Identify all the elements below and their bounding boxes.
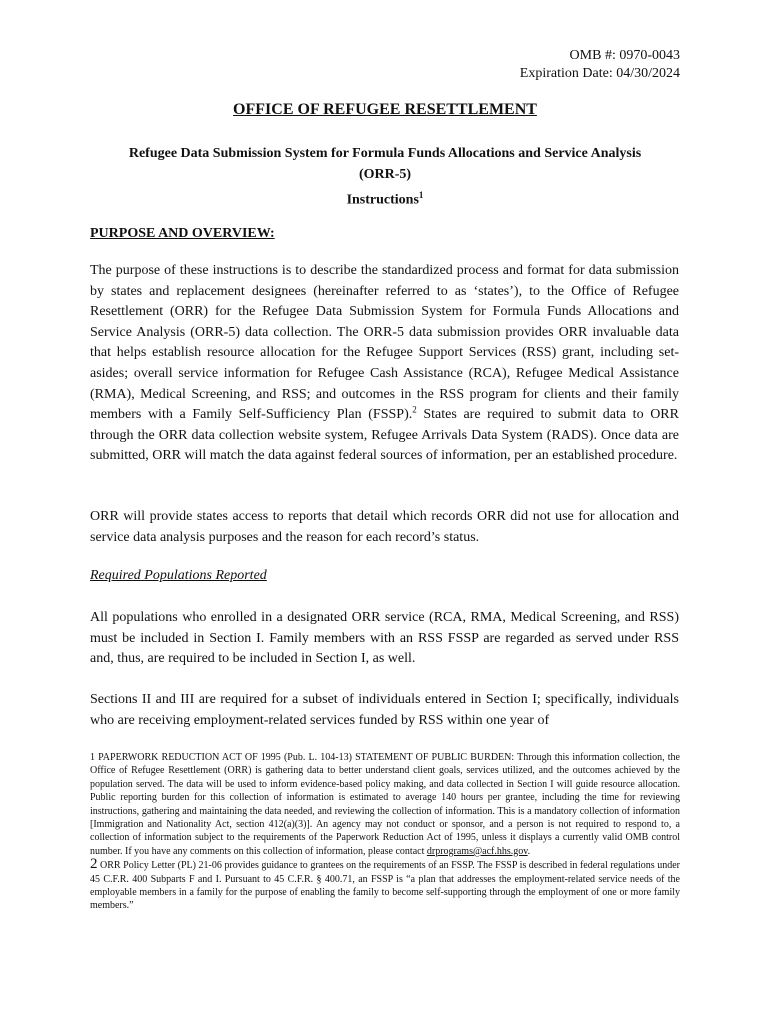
footnote-1-number: 1 [90,752,95,763]
required-populations-heading: Required Populations Reported [90,568,267,583]
purpose-heading: PURPOSE AND OVERVIEW: [90,226,275,241]
purpose-text-2: States are required to submit data to ORR through the ORR data collection website system, Refugee Arrivals Data System (RADS). Once data are submitted, ORR will match the data against federal sources of information, per an established procedure. [90,407,679,464]
subtitle-line-2: (ORR-5) [358,167,412,182]
footnote-2-number: 2 [90,856,98,873]
required-paragraph-1: All populations who enrolled in a designated ORR service (RCA, RMA, Medical Screening, and RSS) must be included in Section I. Family members with an RSS FSSP are regarded as served under RSS and, thus, are required to be included in Section I, as well. [90,610,679,667]
page-title: OFFICE OF REFUGEE RESETTLEMENT [233,101,537,118]
subtitle-line-1: Refugee Data Submission System for Formula Funds Allocations and Service Analysis [128,146,642,161]
purpose-paragraph-2: ORR will provide states access to reports that detail which records ORR did not use for allocation and service data analysis purposes and the reason for each record’s status. [90,509,679,545]
footnote-ref-1[interactable]: 1 [418,190,424,200]
footnote-2-text: ORR Policy Letter (PL) 21-06 provides guidance to grantees on the requirements of an FSSP. The FSSP is described in federal regulations under 45 C.F.R. 400 Subparts F and I. Pursuant to 45 C.F.R. § 400.71, an FSSP is “a plan that addresses the employment-related service needs of the employable members in a family for the purpose of enabling the family to become self-supporting through the employment of one or more family members.” [90,860,680,912]
footnotes [90,751,680,913]
expiration-date: Expiration Date: 04/30/2024 [519,66,680,81]
footnote-2 [90,858,680,913]
contact-email-link[interactable]: drprograms@acf.hhs.gov [426,845,528,857]
footnote-ref-2[interactable]: 2 [412,404,417,415]
footnote-1 [90,751,680,858]
footnote-1-text: PAPERWORK REDUCTION ACT OF 1995 (Pub. L. 104-13) STATEMENT OF PUBLIC BURDEN: Through this information collection, the Office of Refugee Resettlement (ORR) is gathering data to better understand client goals, services utilized, and the outcomes achieved by the population served. The data will be used to inform evidence-based policy making, and data collected in Section I will guide resource allocation. Public reporting burden for this collection of information is estimated to average 140 hours per grantee, including the time for reviewing instructions, gathering and maintaining the data needed, and reviewing the collection of information. This is a mandatory collection of information [Immigration and Nationality Act, section 412(a)(3)]. An agency may not conduct or sponsor, and a person is not required to respond to, a collection of information subject to the requirements of the Paperwork Reduction Act of 1995, unless it displays a currently valid OMB control number. If you have any comments on this collection of information, please contact [90,752,680,857]
omb-number: OMB #: 0970-0043 [569,48,680,63]
purpose-paragraph-1 [90,261,679,467]
document-subtitle [90,143,680,211]
instructions-label: Instructions [346,192,419,208]
subtitle-line-3 [90,185,680,211]
purpose-text-1: The purpose of these instructions is to describe the standardized process and format for data submission by states and replacement designees (hereinafter referred to as ‘states’), to the Office of Refugee Resettlement (ORR) for the Refugee Data Submission System for Formula Funds Allocations and Service Analysis (ORR-5) data collection. The ORR-5 data submission provides ORR invaluable data that helps establish resource allocation for the Refugee Support Services (RSS) grant, including set-asides; overall service information for Refugee Cash Assistance (RCA), Refugee Medical Assistance (RMA), Medical Screening, and RSS; and outcomes in the RSS program for clients and their family members with a Family Self-Sufficiency Plan (FSSP). [90,263,679,423]
required-paragraph-2: Sections II and III are required for a subset of individuals entered in Section I; specifically, individuals who are receiving employment-related services funded by RSS within one year of [90,692,679,728]
omb-header [520,47,680,83]
footnote-1-end: . [527,845,531,857]
